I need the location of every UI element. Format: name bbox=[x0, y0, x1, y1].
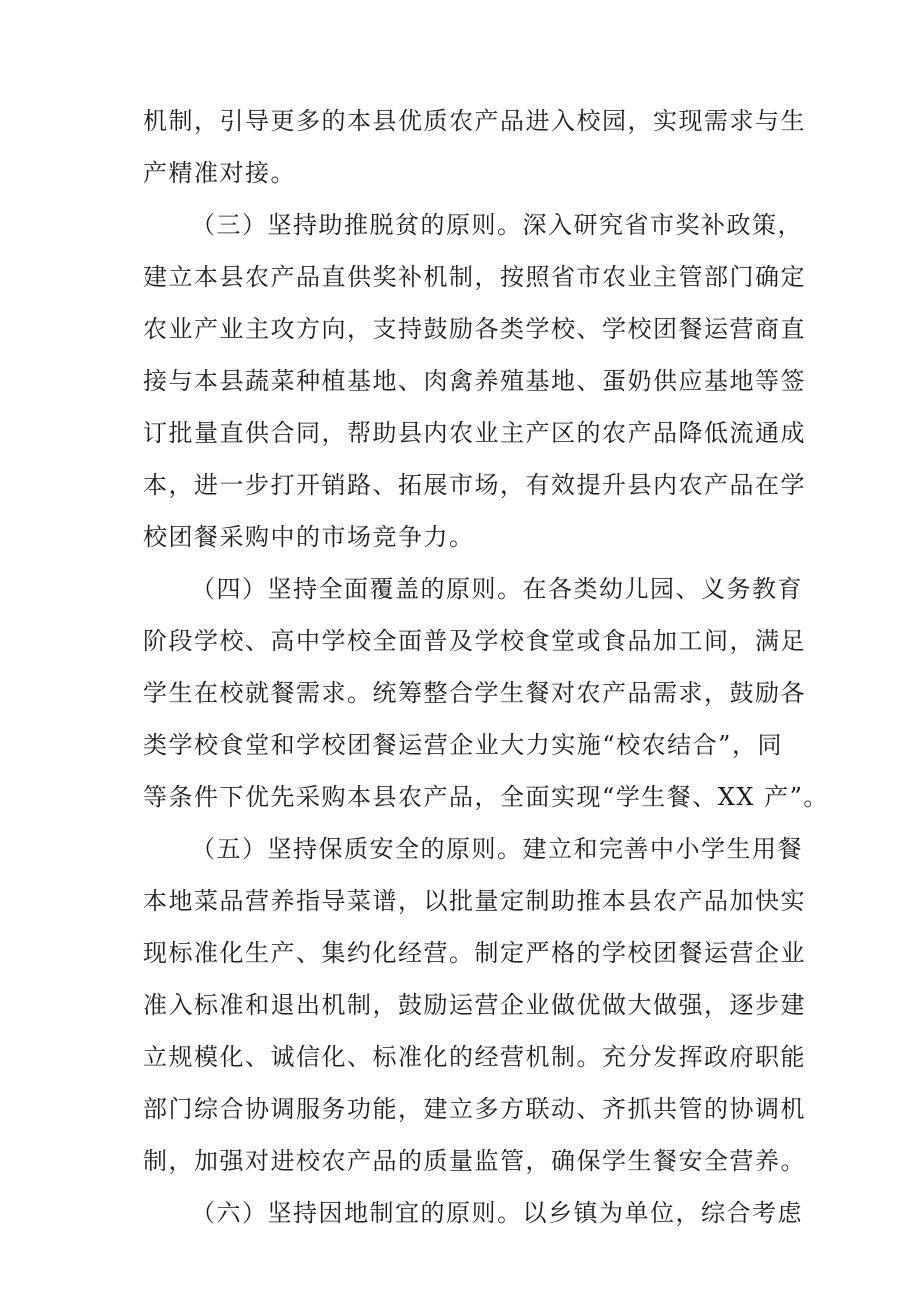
text-line: 农业产业主攻方向，支持鼓励各类学校、学校团餐运营商直 bbox=[143, 315, 806, 343]
text-line: 类学校食堂和学校团餐运营企业大力实施“校农结合”，同 bbox=[143, 731, 783, 759]
paragraph-principle-6 bbox=[143, 1187, 803, 1239]
text-line: 本，进一步打开销路、拓展市场，有效提升县内农产品在学 bbox=[143, 471, 806, 499]
paragraph-principle-3 bbox=[143, 199, 806, 563]
text-line: 学生在校就餐需求。统筹整合学生餐对农产品需求，鼓励各 bbox=[143, 679, 806, 707]
text-line: 准入标准和退出机制，鼓励运营企业做优做大做强，逐步建 bbox=[143, 991, 806, 1019]
text-line: （六）坚持因地制宜的原则。以乡镇为单位，综合考虑 bbox=[191, 1199, 803, 1227]
paragraph-principle-4 bbox=[143, 563, 829, 823]
document-body bbox=[143, 95, 829, 1239]
text-line: 订批量直供合同，帮助县内农业主产区的农产品降低流通成 bbox=[143, 419, 806, 447]
text-line: 部门综合协调服务功能，建立多方联动、齐抓共管的协调机 bbox=[143, 1095, 806, 1123]
text-line: 制，加强对进校农产品的质量监管，确保学生餐安全营养。 bbox=[143, 1147, 806, 1175]
text-line: （四）坚持全面覆盖的原则。在各类幼儿园、义务教育 bbox=[191, 575, 803, 603]
text-line: 本地菜品营养指导菜谱，以批量定制助推本县农产品加快实 bbox=[143, 887, 806, 915]
text-line: 等条件下优先采购本县农产品，全面实现“学生餐、XX 产”。 bbox=[143, 783, 829, 811]
text-line: 接与本县蔬菜种植基地、肉禽养殖基地、蛋奶供应基地等签 bbox=[143, 367, 806, 395]
text-line: 校团餐采购中的市场竞争力。 bbox=[143, 523, 475, 551]
paragraph-principle-5 bbox=[143, 823, 806, 1187]
text-line: 现标准化生产、集约化经营。制定严格的学校团餐运营企业 bbox=[143, 939, 806, 967]
text-line: 产精准对接。 bbox=[143, 159, 296, 187]
text-line: 立规模化、诚信化、标准化的经营机制。充分发挥政府职能 bbox=[143, 1043, 806, 1071]
text-line: （三）坚持助推脱贫的原则。深入研究省市奖补政策， bbox=[191, 211, 803, 239]
text-line: 建立本县农产品直供奖补机制，按照省市农业主管部门确定 bbox=[143, 263, 806, 291]
text-line: （五）坚持保质安全的原则。建立和完善中小学生用餐 bbox=[191, 835, 803, 863]
text-line: 阶段学校、高中学校全面普及学校食堂或食品加工间，满足 bbox=[143, 627, 806, 655]
paragraph-mechanism-continuation bbox=[143, 95, 806, 199]
text-line: 机制，引导更多的本县优质农产品进入校园，实现需求与生 bbox=[143, 107, 806, 135]
